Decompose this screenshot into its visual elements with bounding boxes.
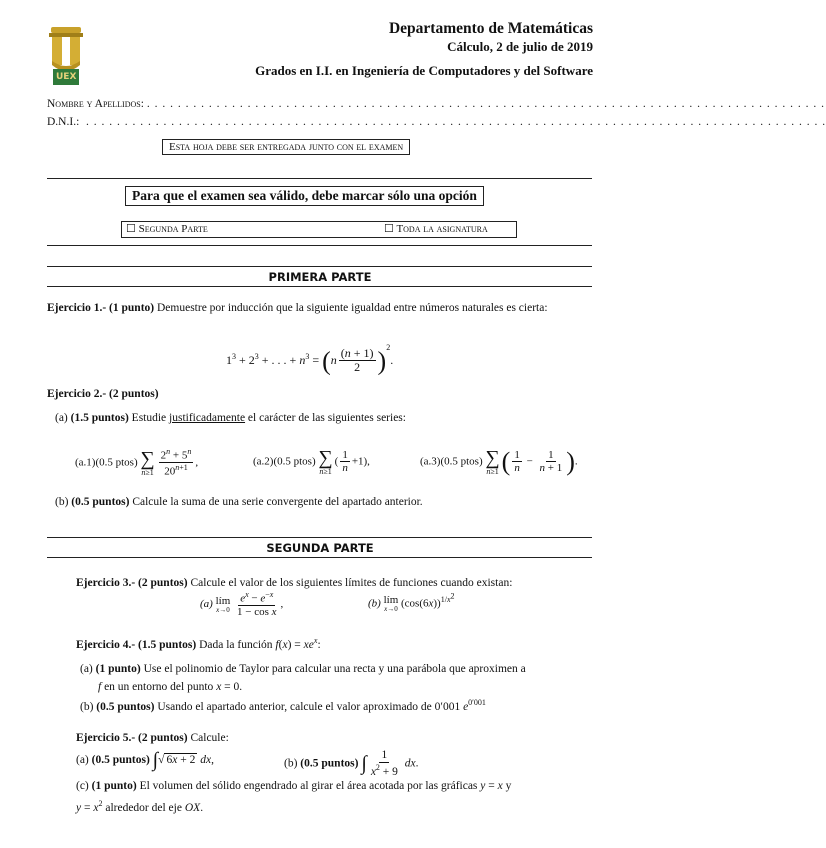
option-whole-subject[interactable]: ☐ Toda la asignatura: [384, 223, 488, 235]
name-label: Nombre y Apellidos:: [47, 98, 144, 110]
dni-field-row: [47, 116, 826, 128]
part1-title: PRIMERA PARTE: [268, 270, 372, 284]
divider: [47, 286, 592, 287]
integral-b: (b) (0.5 puntos) ∫ $\frac{1}{x^2 + 9}$ dx.: [284, 749, 419, 778]
series-a2: (a.2)(0.5 ptos) ∑ n≥1 ( $\frac{1}{n}$ +1),: [253, 447, 370, 476]
exercise-3-heading: Ejercicio 3.- (2 puntos): [76, 577, 188, 589]
department-title: Departamento de Matemáticas: [388, 20, 593, 37]
exercise-1: [47, 300, 595, 317]
submit-note: Esta hoja debe ser entregada junto con el examen: [169, 141, 404, 153]
dni-dotted-line[interactable]: . . . . . . . . . . . . . . . . . . . . . . . . . . . . . . . . . . . . . . . . . . . . . . . . . . . . . . . . . . . . . . . . . . . . . . . . . . . . . . . . . . . . . . . . . . . . . . . .: [82, 116, 826, 128]
integral-a: (a) (0.5 puntos) ∫√ 6x + 2 dx,: [76, 749, 214, 771]
submit-note-box: [162, 139, 410, 155]
exercise-1-heading: Ejercicio 1.- (1 punto): [47, 302, 155, 314]
university-logo: [47, 25, 85, 87]
exercise-4a: (a) (1 punto) Use el polinomio de Taylor para calcular una recta y una parábola que aproximen a f en un entorno del punto x = 0.: [80, 663, 526, 693]
choice-instruction: Para que el examen sea válido, debe marcar sólo una opción: [132, 188, 477, 203]
exercise-4b: (b) (0.5 puntos) Usando el apartado anterior, calcule el valor aproximado de 0′001 $e^{0'001}$: [80, 698, 486, 713]
integrals-row: [76, 746, 596, 778]
exercise-3-text: Calcule el valor de los siguientes límites de funciones cuando existan:: [190, 577, 513, 589]
series-a1: (a.1)(0.5 ptos) ∑ n≥1 $\frac{2^n + 5^n}{20^{n+1}}$ ,: [75, 447, 199, 478]
series-a3: (a.3)(0.5 ptos) ∑ n≥1 ( $\frac{1}{n}$ − $\frac{1}{n + 1}$ ).: [420, 447, 578, 476]
course-date: Cálculo, 2 de julio de 2019: [447, 39, 593, 54]
exercise-5-heading: Ejercicio 5.- (2 puntos): [76, 732, 188, 744]
choice-options-box: [121, 221, 517, 238]
name-dotted-line[interactable]: . . . . . . . . . . . . . . . . . . . . . . . . . . . . . . . . . . . . . . . . . . . . . . . . . . . . . . . . . . . . . . . . . . . . . . . . . . . . . . . . . . . . . . . .: [146, 98, 825, 110]
series-row: [75, 442, 605, 488]
exercise-2a: (a) (1.5 puntos) Estudie justificadamente el carácter de las siguientes series:: [55, 412, 406, 424]
limits-row: [200, 589, 500, 621]
dni-label: D.N.I.:: [47, 116, 80, 128]
divider: [47, 266, 592, 267]
limit-b: (b) lím x→0 $(\cos(6x))^{1/x^2}$: [368, 591, 455, 614]
part2-title: SEGUNDA PARTE: [266, 541, 374, 555]
divider: [47, 537, 592, 538]
divider: [47, 557, 592, 558]
divider: [47, 245, 592, 246]
exercise-3: [76, 577, 512, 589]
logo-text: UEX: [56, 72, 77, 82]
checkbox-icon[interactable]: ☐: [126, 223, 136, 235]
induction-formula: $1^3 + 2^3$ + . . . + $n^3 = (n$ $\frac{(n + 1)}{2}$ )$^2$.: [226, 343, 394, 376]
choice-instruction-box: [125, 186, 484, 206]
divider: [47, 178, 592, 179]
exercise-2b: (b) (0.5 puntos) Calcule la suma de una serie convergente del apartado anterior.: [55, 496, 423, 508]
limit-a: (a) lím x→0 $\frac{e^x - e^{-x}}{\text{1 − cos x}}$ ,: [200, 590, 284, 618]
exercise-1-text: Demuestre por inducción que la siguiente igualdad entre números naturales es cierta:: [156, 302, 548, 314]
checkbox-icon[interactable]: ☐: [384, 223, 394, 235]
exercise-5c: (c) (1 punto) El volumen del sólido engendrado al girar el área acotada por las gráficas y = x y $y = x^2$ alrededor del eje OX.: [76, 780, 512, 814]
exercise-4-heading: Ejercicio 4.- (1.5 puntos): [76, 638, 197, 651]
exercise-2-heading: Ejercicio 2.- (2 puntos): [47, 388, 159, 400]
exercise-4: Ejercicio 4.- (1.5 puntos) Dada la función $f(x) = xe^x$:: [76, 636, 321, 651]
option-second-part[interactable]: ☐ Segunda Parte: [126, 223, 208, 235]
exercise-5: Ejercicio 5.- (2 puntos) Calcule:: [76, 732, 229, 744]
degree-programs: Grados en I.I. en Ingeniería de Computadores y del Software: [255, 63, 593, 78]
name-field-row: [47, 98, 825, 110]
